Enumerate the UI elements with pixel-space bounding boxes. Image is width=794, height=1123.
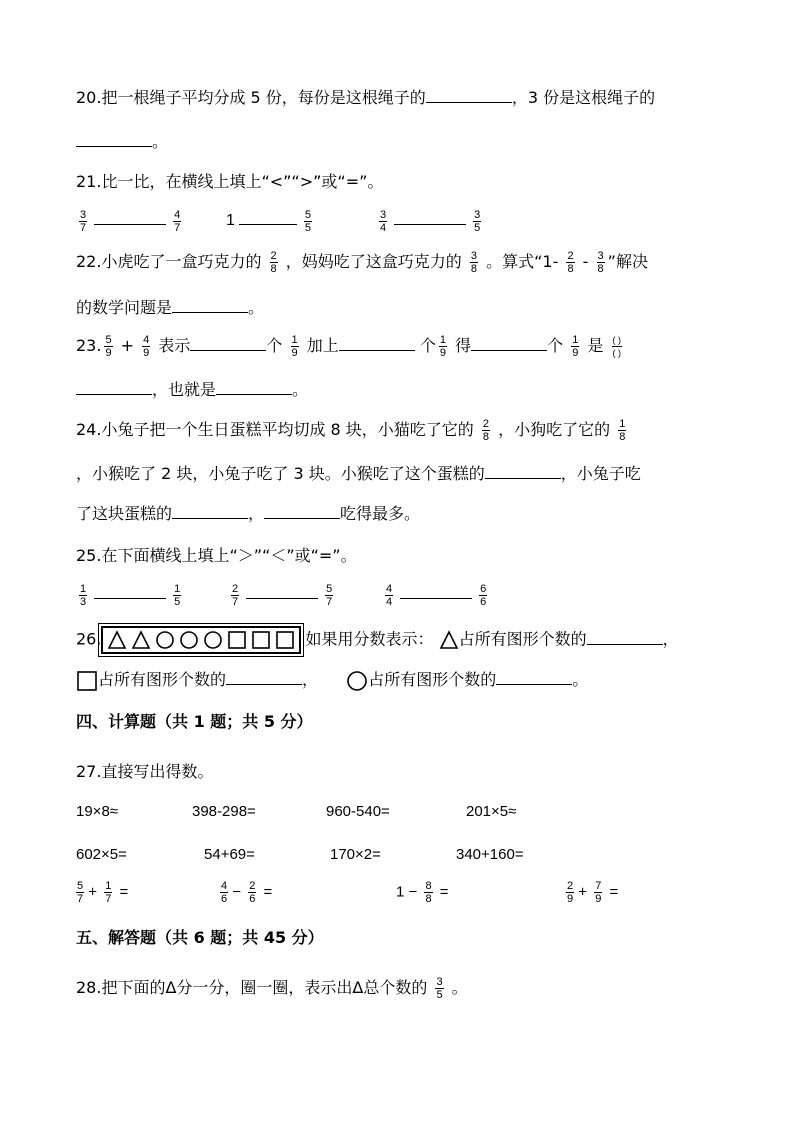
calc-item: 398-298= (192, 803, 256, 820)
q27-prompt: 27.直接写出得数。 (76, 762, 214, 781)
answer-blank[interactable] (172, 504, 248, 519)
answer-blank[interactable] (264, 504, 340, 519)
compare-item (76, 204, 184, 238)
answer-blank[interactable] (339, 336, 415, 351)
calc-item: 960-540= (326, 803, 390, 820)
shapes-box (101, 626, 301, 654)
square-icon (227, 630, 247, 650)
calc-item: $\frac{4}{6}$ − $\frac{2}{6}$ = (221, 880, 273, 905)
q26-line1: 26. 如果用分数表示： 占所有图形个数的 ， (76, 626, 679, 654)
q22-line1: 22.小虎吃了一盒巧克力的 $\frac{2}{8}$ ，妈妈吃了这盒巧克力的 $\frac{3}{8}$ 。算式“1- $\frac{2}{8}$ - $\frac{3}{8}$ ”解决 (76, 250, 648, 275)
answer-blank[interactable] (400, 597, 472, 599)
triangle-icon (131, 630, 151, 650)
q20-line1: 20.把一根绳子平均分成 5 份，每份是这根绳子的 ，3 份是这根绳子的 (76, 88, 656, 107)
compare-item (376, 204, 484, 238)
compare-item: $\frac{4}{4}$ $\frac{6}{6}$ (386, 582, 487, 608)
fraction: $\frac{4}{7}$ (174, 208, 181, 234)
calc-item: 19×8≈ (76, 803, 119, 820)
q24-line3: 了这块蛋糕的 ， 吃得最多。 (76, 504, 421, 523)
answer-blank[interactable] (587, 630, 663, 645)
calc-item: $\frac{5}{7}$ + $\frac{1}{7}$ = (77, 880, 129, 905)
q20-line2: 。 (76, 130, 168, 154)
answer-blank[interactable] (94, 223, 166, 225)
calc-item: 1 − $\frac{8}{8}$ = (396, 880, 449, 905)
answer-blank[interactable] (246, 597, 318, 599)
calc-item: 201×5≈ (466, 803, 517, 820)
q23-line1: 23. $\frac{5}{9}$ + $\frac{4}{9}$ 表示 个 $\frac{1}{9}$ 加上 个 $\frac{1}{9}$ 得 个 $\frac{1}{9}$ 是 $\frac{( )}{( )}$ (76, 334, 622, 359)
q23-line2: ，也就是 。 (76, 378, 308, 402)
square-icon (251, 630, 271, 650)
section-heading: 四、计算题（共 1 题；共 5 分） (76, 712, 313, 731)
q26-line2: 占所有图形个数的 ， 占所有图形个数的 。 (76, 668, 588, 692)
fraction: $\frac{3}{4}$ (380, 208, 387, 234)
answer-blank[interactable] (485, 464, 561, 479)
compare-item: $\frac{2}{7}$ $\frac{5}{7}$ (232, 582, 333, 608)
compare-item: $\frac{1}{3}$ $\frac{1}{5}$ (80, 582, 181, 608)
answer-blank[interactable] (190, 336, 266, 351)
square-icon (76, 670, 98, 692)
calc-item: 170×2= (330, 846, 381, 863)
answer-blank[interactable] (172, 298, 248, 313)
circle-icon (203, 630, 223, 650)
answer-blank[interactable] (94, 597, 166, 599)
answer-blank[interactable] (426, 88, 512, 103)
fraction: $\frac{5}{5}$ (304, 208, 312, 234)
answer-blank[interactable] (76, 132, 152, 147)
calc-item: 340+160= (456, 846, 524, 863)
answer-blank[interactable] (394, 223, 466, 225)
triangle-icon (107, 630, 127, 650)
q24-line1: 24.小兔子把一个生日蛋糕平均切成 8 块，小猫吃了它的 $\frac{2}{8}$ ，小狗吃了它的 $\frac{1}{8}$ (76, 418, 626, 443)
q25-prompt: 25.在下面横线上填上“＞”“＜”或“=”。 (76, 546, 357, 565)
answer-blank[interactable] (226, 670, 302, 685)
q21-prompt: 21.比一比，在横线上填上“<”“>”或“=”。 (76, 172, 384, 191)
calc-item: $\frac{2}{9}$ + $\frac{7}{9}$ = (567, 880, 619, 905)
fraction: $\frac{3}{7}$ (80, 208, 87, 234)
calc-item: 602×5= (76, 846, 127, 863)
circle-icon (179, 630, 199, 650)
fraction: $\frac{3}{5}$ (474, 208, 481, 234)
answer-blank[interactable] (216, 380, 292, 395)
answer-blank[interactable] (471, 336, 547, 351)
compare-item: 1 $\frac{5}{5}$ (226, 208, 312, 234)
q24-line2: ，小猴吃了 2 块，小兔子吃了 3 块。小猴吃了这个蛋糕的 ，小兔子吃 (76, 464, 641, 483)
q22-line2: 的数学问题是 。 (76, 298, 265, 317)
answer-blank[interactable] (76, 380, 152, 395)
triangle-icon (439, 630, 459, 650)
square-icon (275, 630, 295, 650)
answer-blank[interactable] (496, 670, 572, 685)
section-heading: 五、解答题（共 6 题；共 45 分） (76, 928, 324, 947)
answer-blank[interactable] (239, 223, 297, 225)
circle-icon (155, 630, 175, 650)
q28-line1: 28.把下面的Δ分一分，圈一圈，表示出Δ总个数的 $\frac{3}{5}$ 。 (76, 976, 468, 1001)
circle-icon (346, 670, 368, 692)
calc-item: 54+69= (204, 846, 255, 863)
